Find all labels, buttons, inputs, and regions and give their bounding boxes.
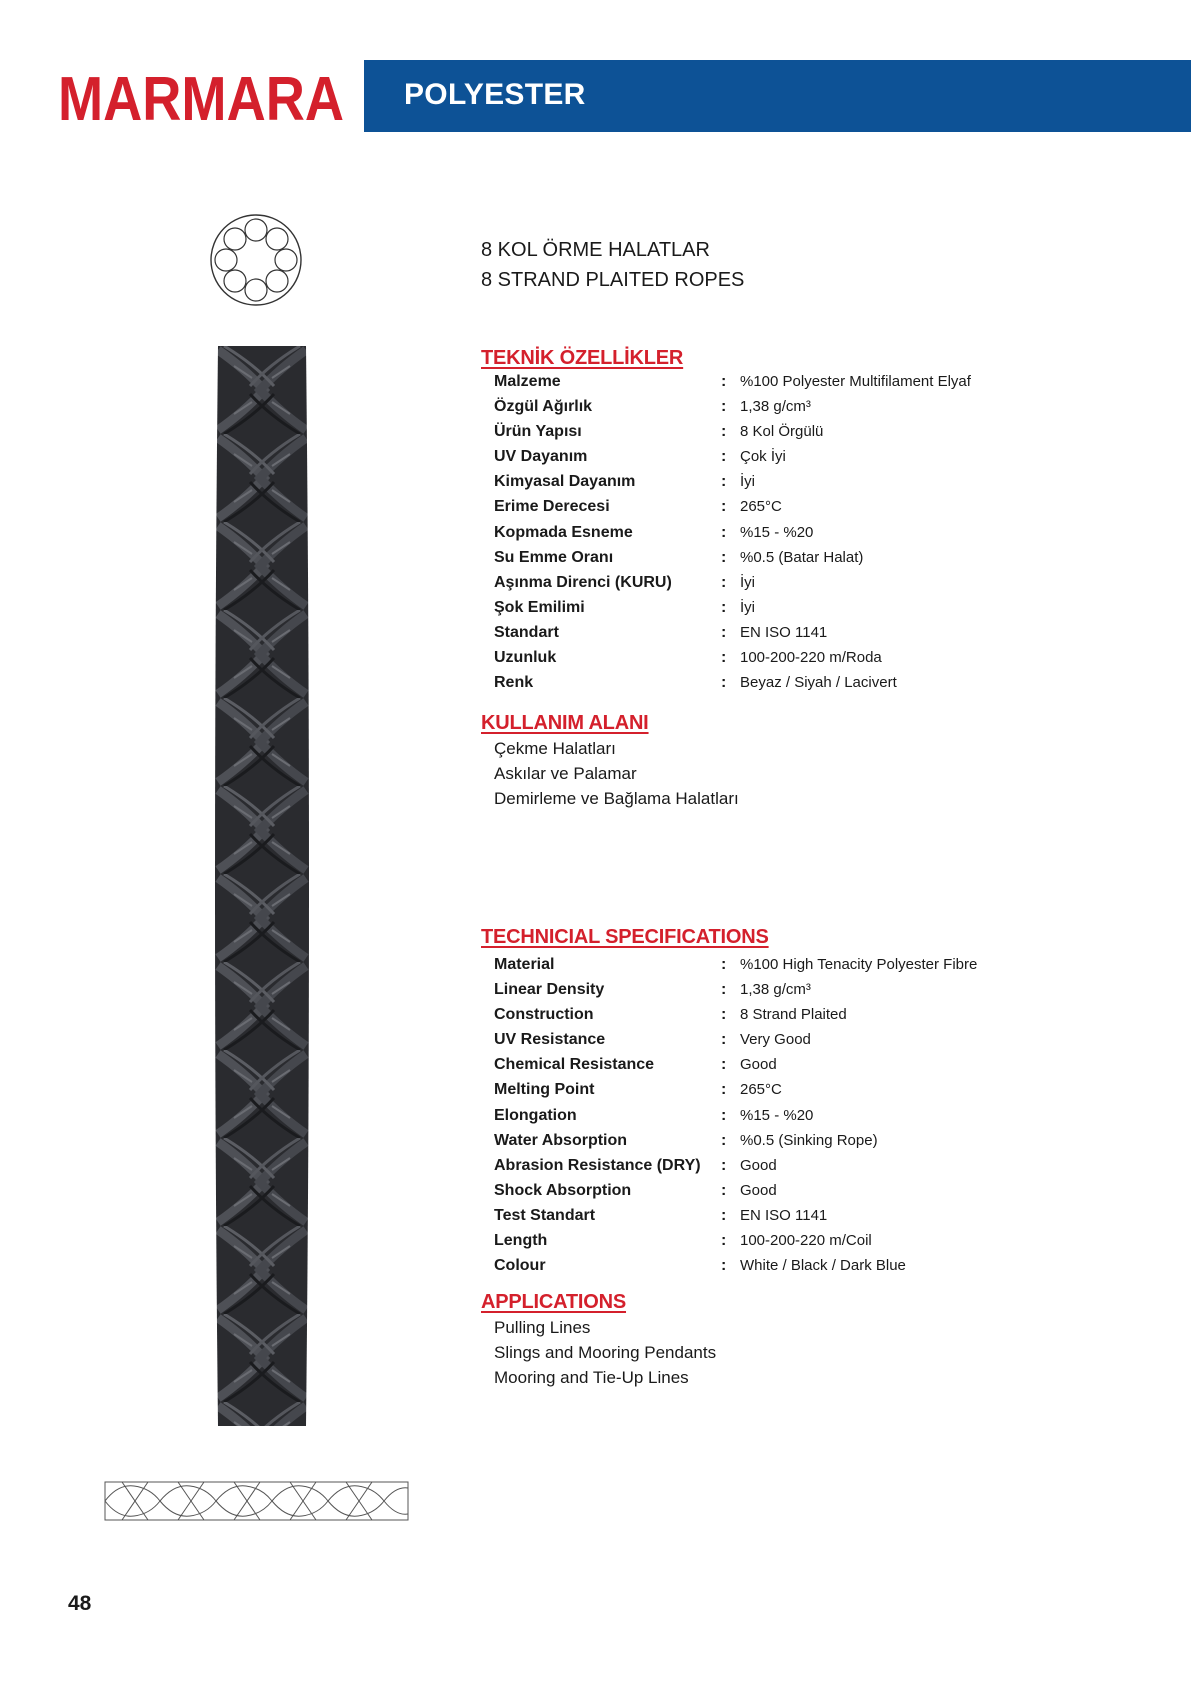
spec-colon: : (721, 398, 727, 416)
spec-label: Aşınma Direnci (KURU) (494, 573, 672, 591)
spec-label: Ürün Yapısı (494, 423, 582, 441)
spec-value: 1,38 g/cm³ (740, 398, 811, 416)
spec-label: Su Emme Oranı (494, 548, 614, 566)
spec-label: Water Absorption (494, 1131, 628, 1149)
spec-label: Construction (494, 1006, 594, 1024)
spec-value: 265°C (740, 498, 782, 516)
spec-value: %0.5 (Batar Halat) (740, 548, 864, 566)
spec-value: Good (740, 1156, 777, 1174)
spec-value: İyi (740, 473, 755, 491)
rope-cross-section-icon (208, 212, 304, 312)
product-heading (481, 235, 744, 295)
spec-colon: : (721, 498, 727, 516)
spec-colon: : (721, 956, 727, 973)
spec-label: UV Resistance (494, 1031, 606, 1049)
spec-label: Abrasion Resistance (DRY) (494, 1156, 701, 1174)
spec-colon: : (721, 598, 727, 616)
spec-value: 265°C (740, 1081, 782, 1099)
spec-colon: : (721, 423, 727, 441)
spec-label: Kopmada Esneme (494, 523, 633, 541)
spec-value: 8 Kol Örgülü (740, 423, 824, 441)
spec-value: White / Black / Dark Blue (740, 1257, 906, 1275)
spec-label: Renk (494, 674, 534, 692)
spec-colon: : (721, 623, 727, 641)
spec-colon: : (721, 523, 727, 541)
spec-value: Beyaz / Siyah / Lacivert (740, 674, 897, 692)
page-number: 48 (68, 1592, 92, 1615)
spec-colon: : (721, 1232, 727, 1250)
spec-label: Özgül Ağırlık (494, 398, 593, 416)
spec-label: Malzeme (494, 373, 561, 390)
list-item: Demirleme ve Bağlama Halatları (494, 789, 739, 808)
spec-label: Material (494, 956, 555, 973)
product-title-en: 8 STRAND PLAITED ROPES (481, 269, 745, 291)
spec-value: İyi (740, 598, 755, 616)
list-item: Mooring and Tie-Up Lines (494, 1368, 689, 1387)
braided-rope-drawing (104, 1478, 410, 1528)
spec-label: Linear Density (494, 981, 605, 999)
spec-value: 1,38 g/cm³ (740, 981, 811, 999)
spec-label: Colour (494, 1257, 546, 1275)
spec-colon: : (721, 1206, 727, 1224)
spec-label: Shock Absorption (494, 1181, 632, 1199)
spec-colon: : (721, 1081, 727, 1099)
spec-colon: : (721, 1031, 727, 1049)
spec-colon: : (721, 1156, 727, 1174)
spec-label: UV Dayanım (494, 448, 588, 466)
technical-title: TECHNICIAL SPECIFICATIONS (481, 926, 769, 948)
spec-value: 8 Strand Plaited (740, 1006, 847, 1024)
spec-value: 100-200-220 m/Coil (740, 1232, 872, 1250)
brand-logo (58, 65, 348, 134)
list-item: Slings and Mooring Pendants (494, 1343, 717, 1362)
spec-label: Şok Emilimi (494, 598, 585, 616)
spec-label: Elongation (494, 1106, 577, 1124)
spec-label: Melting Point (494, 1081, 595, 1099)
spec-colon: : (721, 1006, 727, 1024)
spec-value: %100 High Tenacity Polyester Fibre (740, 956, 978, 973)
spec-value: İyi (740, 573, 755, 591)
applications-list (494, 1318, 716, 1393)
page-title: POLYESTER (404, 78, 586, 111)
spec-colon: : (721, 373, 727, 390)
spec-colon: : (721, 674, 727, 692)
spec-value: 100-200-220 m/Roda (740, 649, 882, 667)
spec-label: Length (494, 1232, 548, 1250)
spec-colon: : (721, 573, 727, 591)
list-item: Çekme Halatları (494, 739, 616, 758)
header-band (364, 60, 1191, 132)
list-item: Pulling Lines (494, 1318, 591, 1337)
spec-label: Kimyasal Dayanım (494, 473, 636, 491)
spec-label: Uzunluk (494, 649, 557, 667)
spec-colon: : (721, 1181, 727, 1199)
spec-value: %0.5 (Sinking Rope) (740, 1131, 878, 1149)
spec-colon: : (721, 1257, 727, 1275)
spec-colon: : (721, 1131, 727, 1149)
list-item: Askılar ve Palamar (494, 764, 637, 783)
spec-value: EN ISO 1141 (740, 1206, 828, 1224)
spec-colon: : (721, 649, 727, 667)
spec-label: Test Standart (494, 1206, 596, 1224)
spec-label: Standart (494, 623, 559, 641)
teknik-title: TEKNİK ÖZELLİKLER (481, 347, 684, 369)
spec-value: %100 Polyester Multifilament Elyaf (740, 373, 971, 390)
spec-colon: : (721, 548, 727, 566)
kullanim-title: KULLANIM ALANI (481, 712, 649, 734)
spec-value: %15 - %20 (740, 1106, 814, 1124)
product-title-tr: 8 KOL ÖRME HALATLAR (481, 239, 710, 261)
spec-colon: : (721, 981, 727, 999)
spec-value: Very Good (740, 1031, 811, 1049)
spec-value: %15 - %20 (740, 523, 814, 541)
braided-rope-image (214, 346, 310, 1430)
brand-logo-text: MARMARA (58, 65, 344, 134)
spec-value: Good (740, 1181, 777, 1199)
spec-label: Erime Derecesi (494, 498, 610, 516)
spec-value: Good (740, 1056, 777, 1074)
spec-label: Chemical Resistance (494, 1056, 655, 1074)
kullanim-list (494, 739, 739, 814)
spec-colon: : (721, 448, 727, 466)
spec-value: EN ISO 1141 (740, 623, 828, 641)
spec-colon: : (721, 1056, 727, 1074)
spec-colon: : (721, 473, 727, 491)
spec-value: Çok İyi (740, 448, 786, 466)
spec-colon: : (721, 1106, 727, 1124)
applications-title: APPLICATIONS (481, 1291, 627, 1313)
